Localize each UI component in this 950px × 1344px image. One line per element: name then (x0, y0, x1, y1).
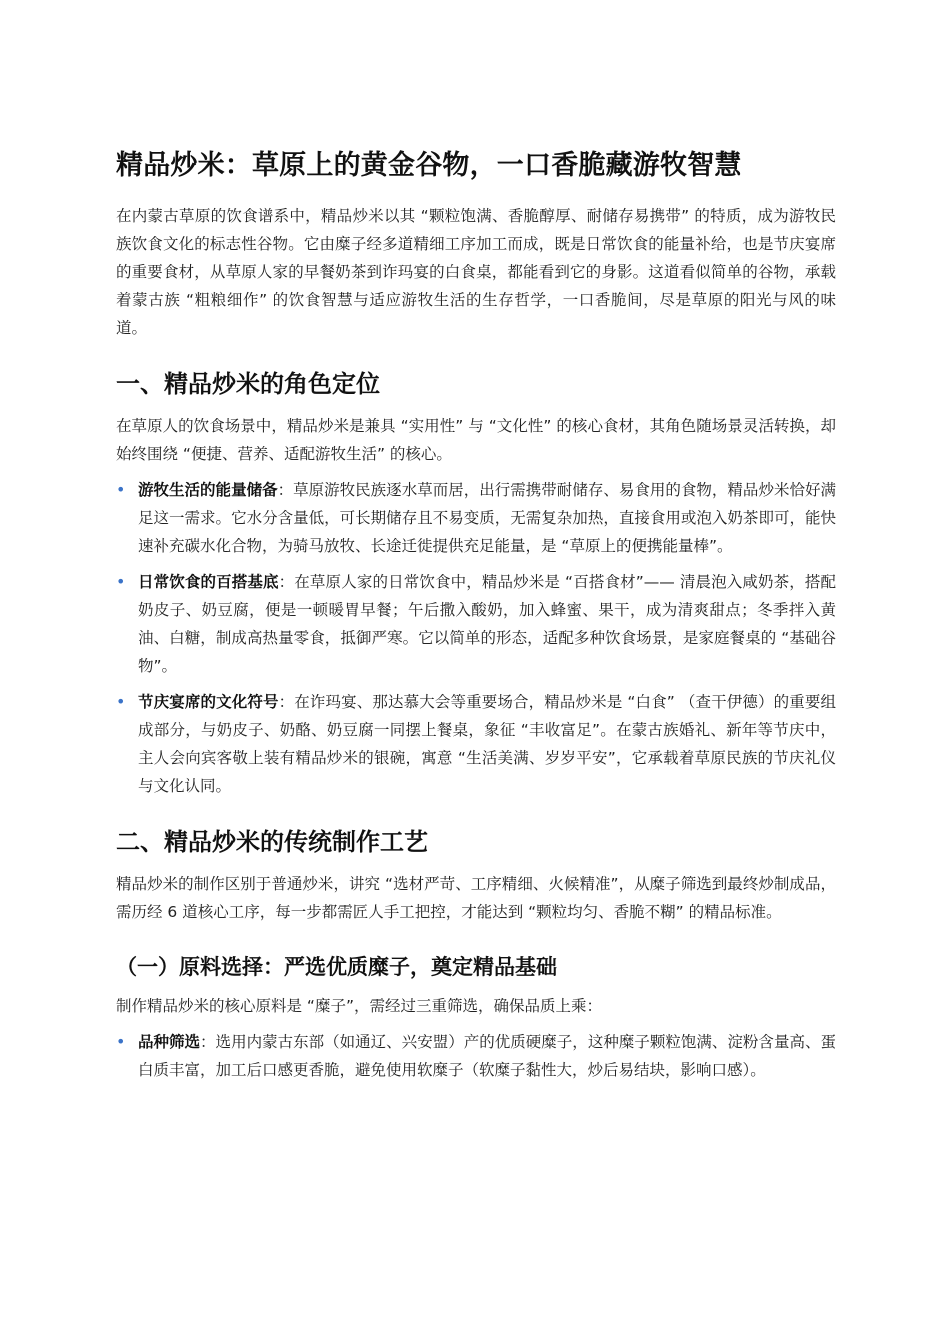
bullet-icon: • (116, 480, 126, 499)
bullet-icon: • (116, 572, 126, 591)
section-1-intro: 在草原人的饮食场景中，精品炒米是兼具 “实用性” 与 “文化性” 的核心食材，其角色随场景灵活转换，却始终围绕 “便捷、营养、适配游牧生活” 的核心。 (116, 417, 836, 463)
list-item (116, 568, 836, 680)
subsection-1-intro: 制作精品炒米的核心原料是 “糜子”，需经过三重筛选，确保品质上乘： (116, 997, 602, 1015)
section-1-heading: 一、精品炒米的角色定位 (116, 370, 380, 398)
list-item (116, 688, 836, 800)
list-item-text: ：在草原人家的日常饮食中，精品炒米是 “百搭食材”—— 清晨泡入咸奶茶，搭配奶皮子、奶豆腐，便是一顿暖胃早餐；午后撒入酸奶，加入蜂蜜、果干，成为清爽甜点；冬季拌入黄油、白糖，制成高热量零食，抵御严寒。它以简单的形态，适配多种饮食场景，是家庭餐桌的 “基础谷物”。 (138, 573, 836, 675)
intro-paragraph: 在内蒙古草原的饮食谱系中，精品炒米以其 “颗粒饱满、香脆醇厚、耐储存易携带” 的特质，成为游牧民族饮食文化的标志性谷物。它由糜子经多道精细工序加工而成，既是日常饮食的能量补给，也是节庆宴席的重要食材，从草原人家的早餐奶茶到诈玛宴的白食桌，都能看到它的身影。这道看似简单的谷物，承载着蒙古族 “粗粮细作” 的饮食智慧与适应游牧生活的生存哲学，一口香脆间，尽是草原的阳光与风的味道。 (116, 207, 836, 337)
subsection-1-heading: （一）原料选择：严选优质糜子，奠定精品基础 (116, 955, 557, 979)
list-item-text: ：草原游牧民族逐水草而居，出行需携带耐储存、易食用的食物，精品炒米恰好满足这一需求。它水分含量低，可长期储存且不易变质，无需复杂加热，直接食用或泡入奶茶即可，能快速补充碳水化合物，为骑马放牧、长途迁徙提供充足能量，是 “草原上的便携能量棒”。 (138, 481, 836, 555)
list-item (116, 1028, 836, 1084)
section-2-intro: 精品炒米的制作区别于普通炒米，讲究 “选材严苛、工序精细、火候精准”，从糜子筛选到最终炒制成品，需历经 6 道核心工序，每一步都需匠人手工把控，才能达到 “颗粒均匀、香脆不糊” 的精品标准。 (116, 875, 836, 921)
subsection-1-bullet-list (116, 1028, 836, 1084)
list-item-term: 节庆宴席的文化符号 (138, 693, 279, 711)
list-item-term: 游牧生活的能量储备 (138, 481, 278, 499)
section-1-bullet-list (116, 476, 836, 800)
bullet-icon: • (116, 1032, 126, 1051)
section-2-heading: 二、精品炒米的传统制作工艺 (116, 828, 428, 856)
bullet-icon: • (116, 692, 126, 711)
list-item-term: 品种筛选 (138, 1033, 201, 1051)
list-item-text: ：在诈玛宴、那达慕大会等重要场合，精品炒米是 “白食” （查干伊德）的重要组成部分，与奶皮子、奶酪、奶豆腐一同摆上餐桌，象征 “丰收富足”。在蒙古族婚礼、新年等节庆中，主人会向宾客敬上装有精品炒米的银碗，寓意 “生活美满、岁岁平安”，它承载着草原民族的节庆礼仪与文化认同。 (138, 693, 836, 795)
list-item-text: ：选用内蒙古东部（如通辽、兴安盟）产的优质硬糜子，这种糜子颗粒饱满、淀粉含量高、蛋白质丰富，加工后口感更香脆，避免使用软糜子（软糜子黏性大，炒后易结块，影响口感）。 (138, 1033, 836, 1079)
list-item-term: 日常饮食的百搭基底 (138, 573, 279, 591)
page-title: 精品炒米：草原上的黄金谷物，一口香脆藏游牧智慧 (116, 150, 742, 181)
list-item (116, 476, 836, 560)
document-page (116, 148, 836, 1092)
